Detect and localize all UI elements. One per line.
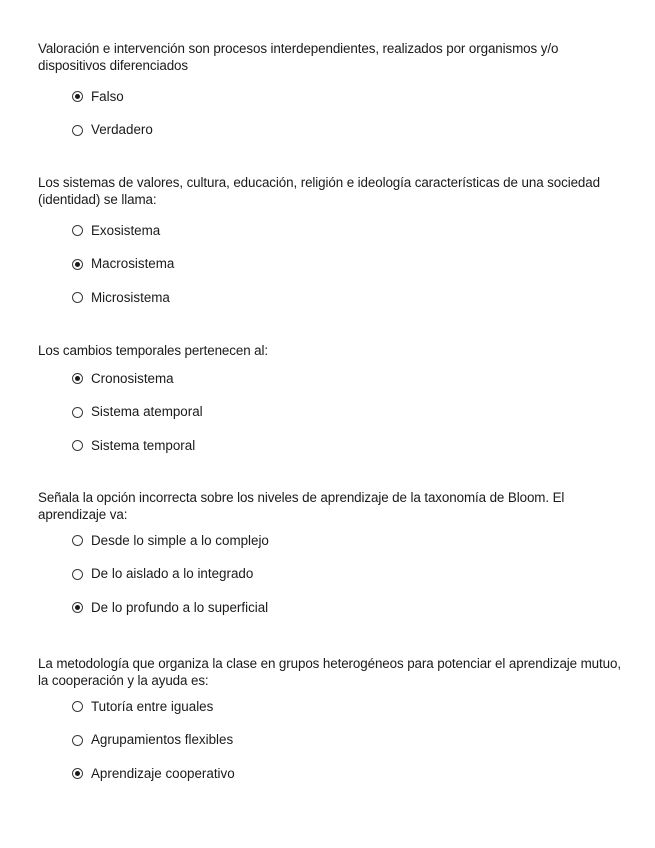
question-5-options	[38, 690, 628, 791]
radio-selected-icon[interactable]	[72, 768, 83, 779]
question-3-options	[38, 362, 628, 463]
question-5-text: La metodología que organiza la clase en grupos heterogéneos para potenciar el aprendizaje mutuo, la cooperación y la ayuda es:	[38, 656, 621, 688]
option-label: Microsistema	[91, 289, 170, 305]
radio-unselected-icon[interactable]	[72, 735, 83, 746]
question-3-text: Los cambios temporales pertenecen al:	[38, 343, 269, 358]
question-2	[38, 174, 628, 315]
option-label: Cronosistema	[91, 370, 174, 386]
radio-unselected-icon[interactable]	[72, 407, 83, 418]
question-4-option-3[interactable]	[38, 591, 628, 625]
option-label: Sistema temporal	[91, 437, 196, 453]
question-4-text: Señala la opción incorrecta sobre los niveles de aprendizaje de la taxonomía de Bloom. El aprendizaje va:	[38, 490, 565, 522]
radio-selected-icon[interactable]	[72, 91, 83, 102]
question-2-option-3[interactable]	[38, 281, 628, 315]
question-3-option-3[interactable]	[38, 429, 628, 463]
question-1-text: Valoración e intervención son procesos interdependientes, realizados por organismos y/o dispositivos diferenciados	[38, 41, 559, 73]
option-label: Verdadero	[91, 122, 153, 138]
option-label: Desde lo simple a lo complejo	[91, 532, 269, 548]
question-1-option-1[interactable]	[38, 80, 628, 114]
option-label: Tutoría entre iguales	[91, 698, 214, 714]
question-2-option-2[interactable]	[38, 248, 628, 282]
radio-selected-icon[interactable]	[72, 373, 83, 384]
radio-unselected-icon[interactable]	[72, 569, 83, 580]
question-1-options	[38, 80, 628, 147]
radio-unselected-icon[interactable]	[72, 440, 83, 451]
question-2-options	[38, 214, 628, 315]
question-1-option-2[interactable]	[38, 114, 628, 148]
option-label: Sistema atemporal	[91, 404, 203, 420]
question-5-option-2[interactable]	[38, 724, 628, 758]
radio-unselected-icon[interactable]	[72, 125, 83, 136]
radio-unselected-icon[interactable]	[72, 535, 83, 546]
radio-unselected-icon[interactable]	[72, 225, 83, 236]
question-3-option-1[interactable]	[38, 362, 628, 396]
question-5-option-3[interactable]	[38, 757, 628, 791]
question-3	[38, 342, 628, 463]
question-1	[38, 40, 628, 147]
question-2-text: Los sistemas de valores, cultura, educación, religión e ideología características de una sociedad (identidad) se llama:	[38, 175, 600, 207]
option-label: Exosistema	[91, 222, 161, 238]
question-4-options	[38, 524, 628, 625]
option-label: Falso	[91, 88, 124, 104]
radio-selected-icon[interactable]	[72, 259, 83, 270]
question-5-option-1[interactable]	[38, 690, 628, 724]
question-4-option-1[interactable]	[38, 524, 628, 558]
radio-unselected-icon[interactable]	[72, 701, 83, 712]
radio-unselected-icon[interactable]	[72, 292, 83, 303]
option-label: Macrosistema	[91, 256, 175, 272]
radio-selected-icon[interactable]	[72, 602, 83, 613]
option-label: Agrupamientos flexibles	[91, 732, 234, 748]
question-5	[38, 655, 628, 791]
option-label: Aprendizaje cooperativo	[91, 765, 235, 781]
question-4	[38, 489, 628, 625]
option-label: De lo profundo a lo superficial	[91, 599, 269, 615]
question-2-option-1[interactable]	[38, 214, 628, 248]
question-3-option-2[interactable]	[38, 396, 628, 430]
option-label: De lo aislado a lo integrado	[91, 566, 254, 582]
question-4-option-2[interactable]	[38, 558, 628, 592]
